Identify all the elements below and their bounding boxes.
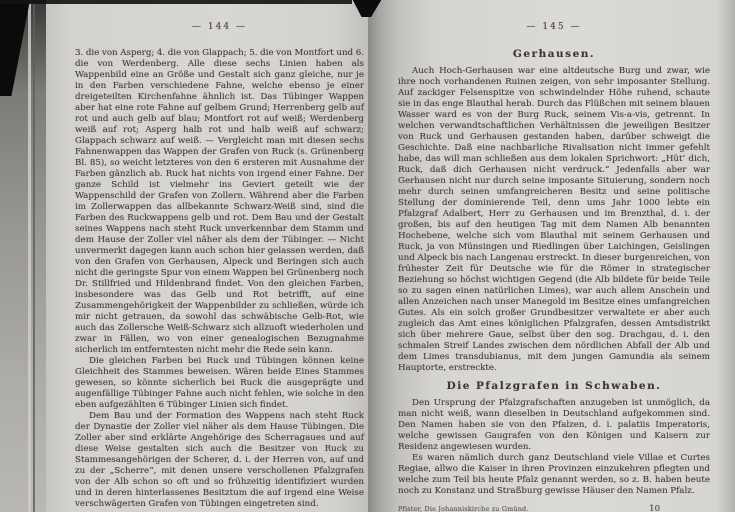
left-page-number: — 144 — [192, 22, 247, 32]
section-heading: Gerhausen. [512, 48, 596, 60]
left-page-paragraphs [75, 48, 364, 510]
paragraph: Es waren nämlich durch ganz Deutschland viele Villae et Curtes Regiae, allwo die Kaiser in ihren Provinzen einzukehren pflegten und welche zum Teil bis heute Pfalz genannt werden, so z. B. haben heute noch zu Konstanz und Straßburg gewisse Häuser den Namen Pfalz. [398, 453, 710, 496]
printer-signature: Pfister, Die Johanniskirche zu Gmünd. [398, 505, 529, 512]
scan-top-edge [0, 0, 352, 4]
paragraph: Den Ursprung der Pfalzgrafschaften anzugeben ist unmöglich, da man nicht weiß, wann dieselben in Deutschland aufgekommen sind. Den Namen haben sie von den Pfalzen, d. i. palatiis Imperatoris, welche gewissen Gaugrafen von den Königen und Kaisern zur Residenz angewiesen wurden. [398, 398, 710, 452]
left-page-text [75, 22, 364, 510]
page-footer [398, 504, 660, 512]
right-page-sections [398, 48, 710, 497]
right-page-number: — 145 — [526, 22, 582, 32]
right-page-text [398, 22, 710, 512]
sheet-number: 10 [649, 504, 660, 512]
section-heading: Die Pfalzgrafen in Schwaben. [446, 380, 662, 392]
underpage-edge-shadow [33, 0, 35, 512]
paragraph: Die gleichen Farben bei Ruck und Tübingen können keine Gleichheit des Stammes beweisen. Wären beide Eines Stammes gewesen, so könnte sicherlich bei Ruck die ausgeprägte und augenfällige Tübinger Fahne auch nicht fehlen, wie solche in den eben aufgezählten 6 Tübinger Linien sich findet. [75, 356, 364, 410]
paragraph: Auch Hoch-Gerhausen war eine altdeutsche Burg und zwar, wie ihre noch vorhandenen Ruinen zeigen, von sehr imposanter Stellung. Auf zackiger Felsenspitze von schwindelnder Höhe ruhend, schaute sie in das enge Blauthal herab. Durch das Flüßchen mit seinem blauen Wasser ward es von der Burg Ruck, seinem Vis-a-vis, getrennt. In welchen verwandtschaftlichen Verhältnissen die jeweiligen Besitzer von Ruck und Gerhausen gestanden haben, darüber schweigt die Geschichte. Daß eine nachbarliche Rivalisation nicht immer gefehlt habe, das will man schließen aus dem lokalen Sprichwort: „Hüt’ dich, Ruck, daß dich Gerhausen nicht verdruck.“ Jedenfalls aber war Gerhausen nicht nur durch seine imposante Situierung, sondern noch mehr durch seinen umfangreicheren Besitz und seine politische Stellung der dominierende Teil, denn ums Jahr 1000 lebte ein Pfalzgraf Adalbert, Herr zu Gerhausen und im Brenzthal, d. i. der großen, bis auf den heutigen Tag mit dem Namen Alb benannten Hochebene, welche sich vom Blauthal mit seinem Gerhausen und Ruck, ja von Münsingen und Riedlingen über Laichingen, Geislingen und Alpeck bis nach Langenau erstreckt. In dieser burgenreichen, von frühester Zeit für Deutsche wie für die Römer in strategischer Beziehung so höchst wichtigen Gegend (die Alb bildete für beide Teile so zu sagen einen natürlichen Limes), war auch allem Anschein und allen Anzeichen nach unser Manegold im Besitze eines umfangreichen Gutes. Als ein solch großer Grundbesitzer verwaltete er aber auch zugleich das Amt eines königlichen Pfalzgrafen, dessen Amtsdistrikt sich über mehrere Gaue, selbst über den sog. Drachgau, d. i. den schmalen Streif Landes zwischen dem nördlichen Abfall der Alb und dem Limes transdubianus, mit dem jungen Gamundia als seinem Hauptorte, erstreckte. [398, 66, 710, 373]
underpage-edge-highlight [28, 0, 31, 512]
paragraph: Dem Bau und der Formation des Wappens nach steht Ruck der Dynastie der Zoller viel näher als dem Hause Tübingen. Die Zoller aber sind erklärte Angehörige des Scherragaues und auf diese Weise gestalten sich auch die Besitzer von Ruck zu Stammesangehörigen der Scherer, d. i. der Herren von, auf und zu der „Scherre“, mit denen unsere verschollenen Pfalzgrafen von der Alb schon so oft und so frühzeitig identifiziert wurden und in deren hinterlassenes Besitztum die auf irgend eine Weise verschwägerten Grafen von Tübingen eingetreten sind. [75, 411, 364, 509]
paragraph: 3. die von Asperg; 4. die von Glappach; 5. die von Montfort und 6. die von Werdenberg. Alle diese sechs Linien haben als Wappenbild eine an Größe und Gestalt sich ganz gleiche, nur je in den Farben verschiedene Fahne, welche ebenso je einer dreigeteilten Kirchenfahne ähnlich ist. Das Tübinger Wappen aber hat eine rote Fahne auf gelbem Grund; Herrenberg gelb auf rot und auch gelb auf blau; Montfort rot auf weiß; Werdenberg weiß auf rot; Asperg halb rot und halb weiß auf schwarz; Glappach schwarz auf weiß. — Vergleicht man mit diesen sechs Fahnenwappen das Wappen der Grafen von Ruck (s. Grünenberg Bl. 85), so weicht letzteres von den 6 ersteren mit Ausnahme der Farben gänzlich ab. Ruck hat nichts von irgend einer Fahne. Der ganze Schild ist vielmehr ins Geviert geteilt wie der Wappenschild der Grafen von Zollern. Während aber die Farben im Zollerwappen das allbekannte Schwarz-Weiß sind, sind die Farben des Ruckwappens gelb und rot. Dem Bau und der Gestalt seines Wappens nach steht Ruck unverkennbar dem Stamm und dem Hause der Zoller viel näher als dem der Tübinger. — Nicht unvermerkt dagegen kann auch schon hier gelassen werden, daß von den Grafen von Gerhausen, Alpeck und Beringen sich auch nicht die geringste Spur von einem Wappen bei Grünenberg noch Dr. Stillfried und Hildenbrand findet. Von den gleichen Farben, insbesondere was das Gelb und Rot betrifft, auf eine Zusammengehörigkeit der Wappenbilder zu schließen, würde ich mir nicht getrauen, da sowohl das schwäbische Gelb-Rot, wie auch das Zollersche Weiß-Schwarz sich allzuoft wiederholen und zwar in Fällen, wo von einer genealogischen Bezugnahme sicherlich im entferntesten nicht mehr die Rede sein kann. [75, 48, 364, 355]
